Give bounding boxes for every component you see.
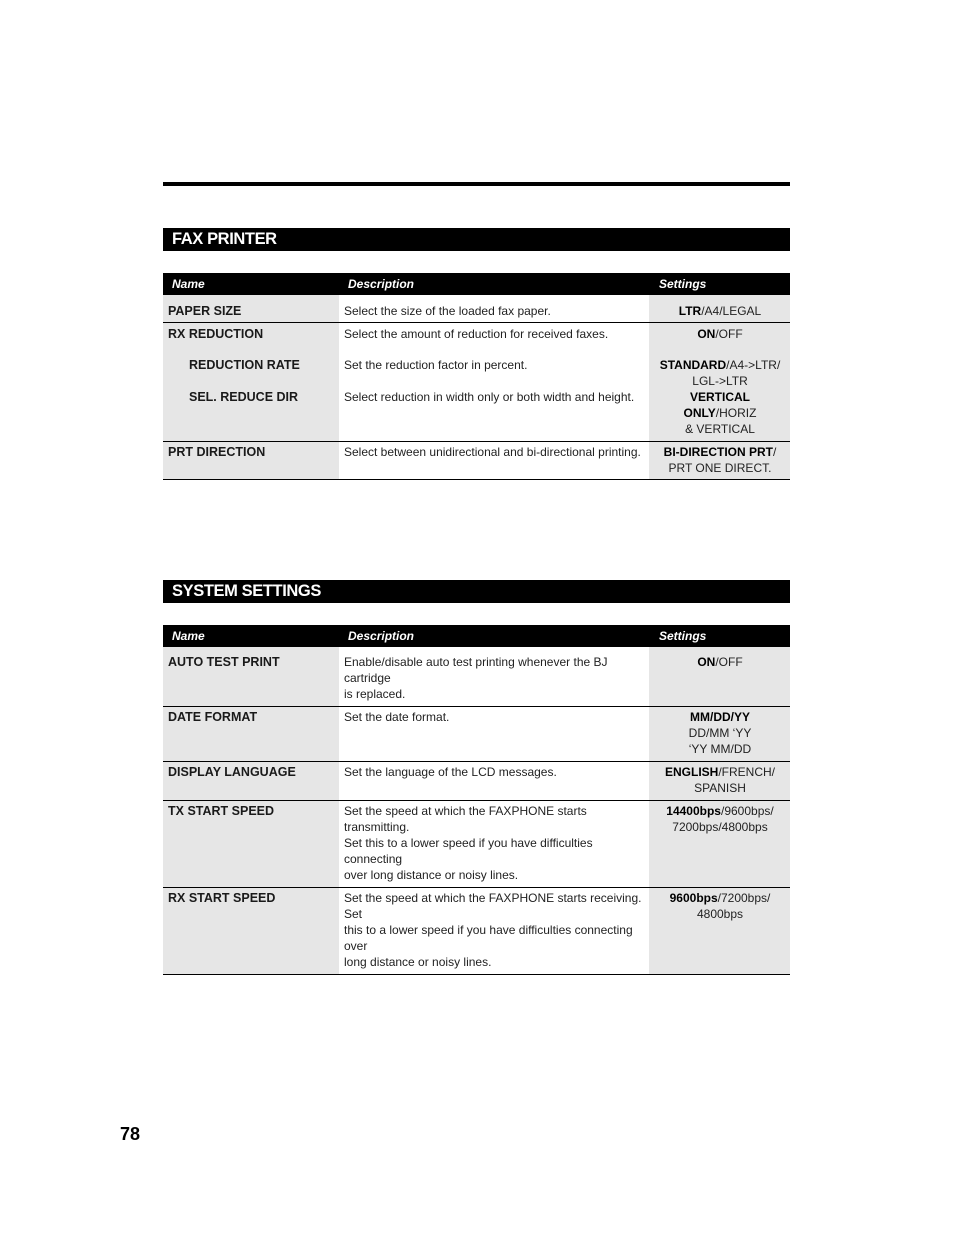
setting-values: MM/DD/YY DD/MM ‘YY ‘YY MM/DD [688, 710, 752, 756]
column-header-settings: Settings [649, 273, 790, 295]
table-header-row [163, 273, 790, 295]
setting-description: Set the language of the LCD messages. [344, 765, 557, 779]
table-header-row [163, 625, 790, 647]
table-row-tx-start-speed [163, 801, 790, 888]
setting-description: Set the speed at which the FAXPHONE starts receiving. Set this to a lower speed if you have difficulties connecting over long distance or noisy lines. [344, 891, 642, 969]
setting-name: DATE FORMAT [168, 710, 258, 724]
setting-values: ON/OFF [697, 327, 743, 341]
column-header-settings: Settings [649, 625, 790, 647]
setting-description: Select the amount of reduction for received faxes. [344, 327, 609, 341]
setting-description: Set the reduction factor in percent. [344, 358, 528, 372]
setting-description: Enable/disable auto test printing whenever the BJ cartridge is replaced. [344, 655, 608, 701]
page-number: 78 [120, 1124, 141, 1144]
section-title-fax-printer: FAX PRINTER [163, 228, 790, 251]
column-header-name: Name [163, 273, 339, 295]
setting-values: 14400bps/9600bps/ 7200bps/4800bps [666, 804, 774, 834]
setting-description: Select between unidirectional and bi-directional printing. [344, 445, 641, 459]
setting-values: VERTICAL ONLY/HORIZ & VERTICAL [683, 390, 757, 436]
setting-name: DISPLAY LANGUAGE [168, 765, 296, 779]
setting-name: TX START SPEED [168, 804, 275, 818]
setting-values: ON/OFF [697, 655, 743, 669]
table-row-prt-direction [163, 442, 790, 480]
top-rule [163, 182, 790, 186]
section-title-system-settings: SYSTEM SETTINGS [163, 580, 790, 603]
setting-name: PRT DIRECTION [168, 445, 266, 459]
setting-values: ENGLISH/FRENCH/ SPANISH [664, 765, 775, 795]
setting-description: Set the date format. [344, 710, 450, 724]
fax-printer-table [163, 273, 790, 480]
setting-name: AUTO TEST PRINT [168, 655, 280, 669]
setting-description: Select reduction in width only or both width and height. [344, 390, 635, 404]
setting-description: Select the size of the loaded fax paper. [344, 304, 551, 318]
setting-values: BI-DIRECTION PRT/ PRT ONE DIRECT. [663, 445, 777, 475]
table-row-rx-reduction [163, 323, 790, 442]
setting-subname: SEL. REDUCE DIR [189, 390, 299, 404]
table-row-date-format [163, 707, 790, 762]
table-row-rx-start-speed [163, 888, 790, 975]
setting-description: Set the speed at which the FAXPHONE starts transmitting. Set this to a lower speed if you have difficulties connecting over long distance or noisy lines. [344, 804, 593, 882]
setting-subname: REDUCTION RATE [189, 358, 300, 372]
setting-name: RX START SPEED [168, 891, 276, 905]
table-row-display-language [163, 762, 790, 801]
table-row-paper-size [163, 295, 790, 323]
table-row-auto-test-print [163, 647, 790, 707]
setting-values: STANDARD/A4->LTR/ LGL->LTR [659, 358, 781, 388]
column-header-description: Description [339, 273, 649, 295]
column-header-description: Description [339, 625, 649, 647]
setting-name: RX REDUCTION [168, 327, 264, 341]
system-settings-table [163, 625, 790, 975]
column-header-name: Name [163, 625, 339, 647]
setting-name: PAPER SIZE [168, 304, 242, 318]
setting-values: 9600bps/7200bps/ 4800bps [669, 891, 771, 921]
setting-values: LTR/A4/LEGAL [678, 304, 762, 318]
